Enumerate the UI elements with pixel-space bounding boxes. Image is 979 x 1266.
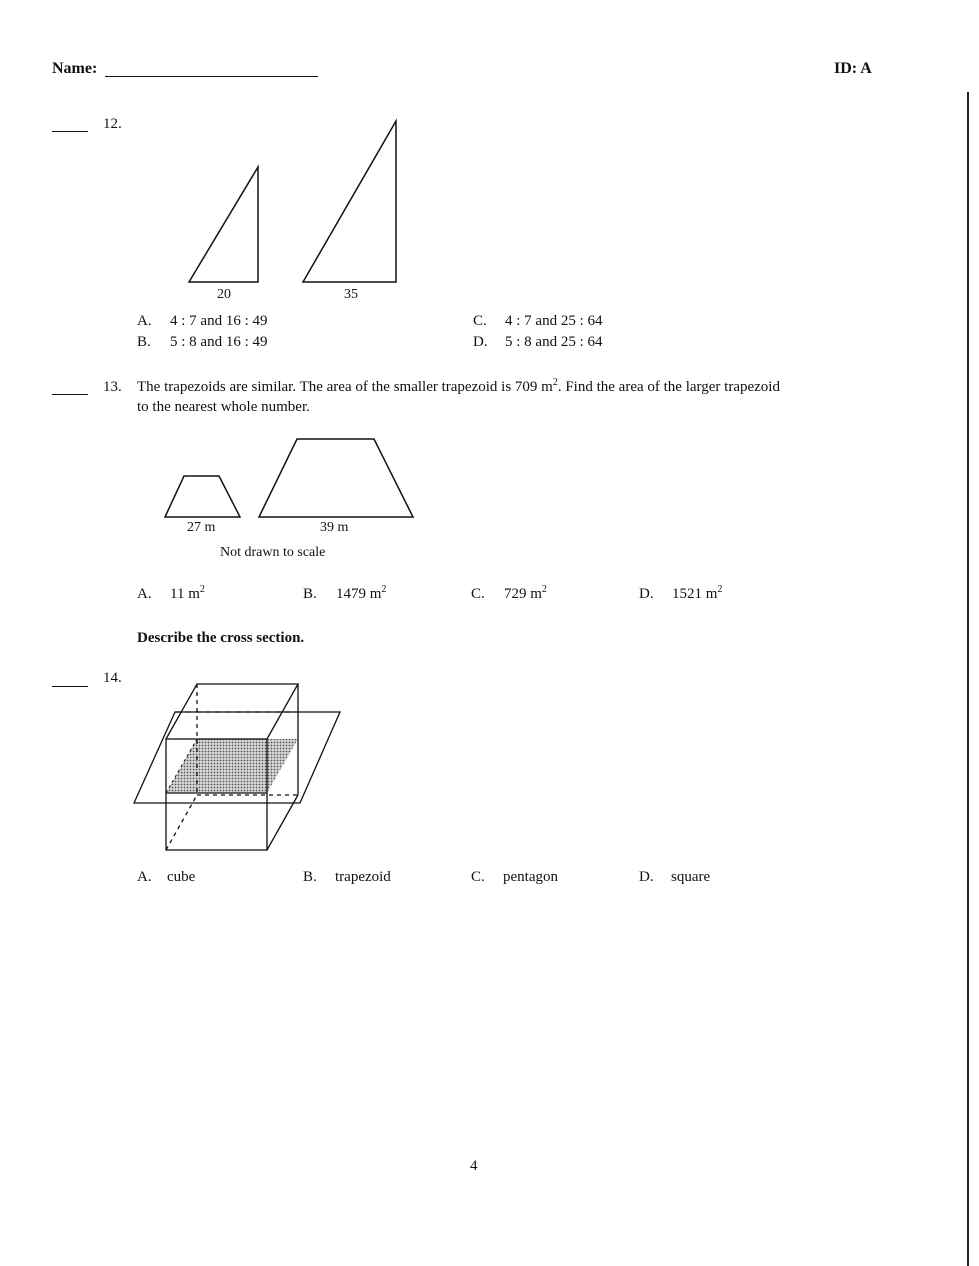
choice-letter: B. <box>303 586 317 602</box>
choice-letter: D. <box>639 869 654 885</box>
choice-text: 4 : 7 and 25 : 64 <box>505 313 603 329</box>
choice-letter: D. <box>639 586 654 602</box>
stem-part2: . Find the area of the larger trapezoid <box>557 379 780 395</box>
choice-letter: C. <box>473 313 487 329</box>
choice-text: cube <box>167 869 196 885</box>
choice-text: 729 $m^2$ <box>504 584 547 602</box>
choice-letter: A. <box>137 869 152 885</box>
stem-part1: The trapezoids are similar. The area of the smaller trapezoid is 709 m <box>137 379 553 395</box>
choice-text: 5 : 8 and 16 : 49 <box>170 334 268 350</box>
choice-letter: B. <box>137 334 151 350</box>
name-label: Name: <box>52 60 98 77</box>
cross-section-shading <box>166 739 298 793</box>
choice-letter: B. <box>303 869 317 885</box>
choice-letter: D. <box>473 334 488 350</box>
not-to-scale-note: Not drawn to scale <box>220 545 326 560</box>
id-label: ID: A <box>834 60 872 77</box>
question-number-12: 12. <box>103 116 122 132</box>
choice-letter: A. <box>137 586 152 602</box>
choice-text: 4 : 7 and 16 : 49 <box>170 313 268 329</box>
section-heading: Describe the cross section. <box>137 630 305 646</box>
choice-text: 1521 $m^2$ <box>672 584 723 602</box>
small-triangle-base-label: 20 <box>217 287 231 302</box>
choice-text: pentagon <box>503 869 558 885</box>
small-trapezoid-base-label: 27 m <box>187 520 216 535</box>
choice-text: 5 : 8 and 25 : 64 <box>505 334 603 350</box>
choice-text: trapezoid <box>335 869 391 885</box>
stem-superscript: 2 <box>552 377 558 388</box>
large-triangle-base-label: 35 <box>344 287 358 302</box>
page-number: 4 <box>470 1158 478 1174</box>
choice-letter: C. <box>471 586 485 602</box>
choice-text: 11 $m^2$ <box>170 584 205 602</box>
question-stem-13-line2: to the nearest whole number. <box>137 399 310 415</box>
question-number-14: 14. <box>103 670 122 686</box>
choice-text: 1479 $m^2$ <box>336 584 387 602</box>
choice-text: square <box>671 869 711 885</box>
large-trapezoid-base-label: 39 m <box>320 520 349 535</box>
question-number-13: 13. <box>103 379 122 395</box>
choice-letter: A. <box>137 313 152 329</box>
choice-letter: C. <box>471 869 485 885</box>
